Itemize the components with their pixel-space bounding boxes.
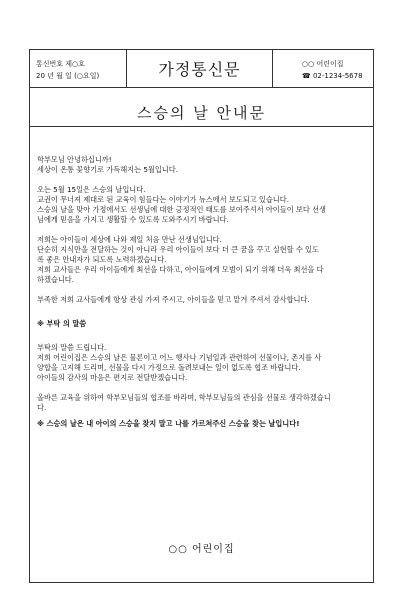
issue-number: 통신번호 제○호 bbox=[36, 60, 85, 68]
body-line: 단순히 지식만을 전달하는 것이 아니라 우리 아이들이 보다 더 큰 꿈을 꾸고 실현할 수 있도 bbox=[37, 245, 319, 254]
header-info-box bbox=[30, 50, 127, 87]
header-contact-box bbox=[273, 50, 373, 87]
issue-date: 20 년 월 일 (○요일) bbox=[36, 72, 100, 80]
greeting-line: 학부모님 안녕하십니까! bbox=[37, 155, 112, 164]
body-line: 저희는 아이들이 세상에 나와 제일 처음 만난 선생님입니다. bbox=[37, 235, 222, 244]
request-heading: ※ 부탁 의 말씀 bbox=[37, 319, 87, 328]
body-line: 님에게 믿음을 가지고 생활할 수 있도록 도와주시기 바랍니다. bbox=[37, 215, 229, 224]
body-line: 스승의 날을 맞아 가정에서도 선생님에 대한 긍정적인 태도를 보여주셔서 아이들이 보다 선생 bbox=[37, 205, 326, 214]
body-line: 저희 교사들은 우리 아이들에게 최선을 다하고, 아이들에게 모범이 되기 위해 더욱 최선을 다 bbox=[37, 265, 324, 274]
header bbox=[30, 50, 373, 88]
school-name: ○○ 어린이집 bbox=[302, 60, 344, 68]
document-title: 스승의 날 안내문 bbox=[137, 104, 266, 122]
body-line: 오는 5월 15일은 스승의 날입니다. bbox=[37, 185, 146, 194]
request-line: 부탁의 말씀 드립니다. bbox=[37, 343, 107, 352]
greeting-line: 세상이 온통 꽃향기로 가득해지는 5월입니다. bbox=[37, 165, 178, 174]
motto-line: ※ 스승의 날은 내 아이의 스승을 찾지 말고 나를 가르쳐주신 스승을 찾는 날입니다! bbox=[37, 419, 300, 428]
letter-body bbox=[37, 155, 367, 429]
body-line: 교권이 무너져 제대로 된 교육이 힘들다는 이야기가 뉴스에서 보도되고 있습니다. bbox=[37, 195, 289, 204]
phone-number: ☎ 02-1234-5678 bbox=[302, 72, 363, 80]
body-line: 록 좋은 안내자가 되도록 노력하겠습니다. bbox=[37, 255, 167, 264]
header-title-box bbox=[127, 50, 273, 87]
body-line: 하겠습니다. bbox=[37, 275, 75, 284]
request-line: 아이들의 감사의 마음은 편지로 전달받겠습니다. bbox=[37, 373, 188, 382]
closing-line: 올바른 교육을 위하여 학부모님들의 협조를 바라며, 학부모님들의 관심을 선물로 생각하겠습니 bbox=[37, 393, 331, 402]
request-line: 양합을 고지해 드리며, 선물을 다시 가정으로 돌려보내는 일이 없도록 협조 바랍니다. bbox=[37, 363, 301, 372]
body-line: 부족한 저희 교사들에게 항상 관심 가져 주시고, 아이들을 믿고 맡겨 주셔서 감사합니다. bbox=[37, 295, 310, 304]
newsletter-title: 가정통신문 bbox=[158, 60, 241, 79]
newsletter-page bbox=[29, 49, 374, 583]
footer-school-name: ○○ 어린이집 bbox=[168, 544, 235, 555]
request-line: 저희 어린이집은 스승의 날은 물론이고 어느 행사나 기념일과 관련하여 선물이나, 촌지를 사 bbox=[37, 353, 322, 362]
title-divider bbox=[30, 126, 373, 127]
closing-line: 다. bbox=[37, 403, 47, 412]
